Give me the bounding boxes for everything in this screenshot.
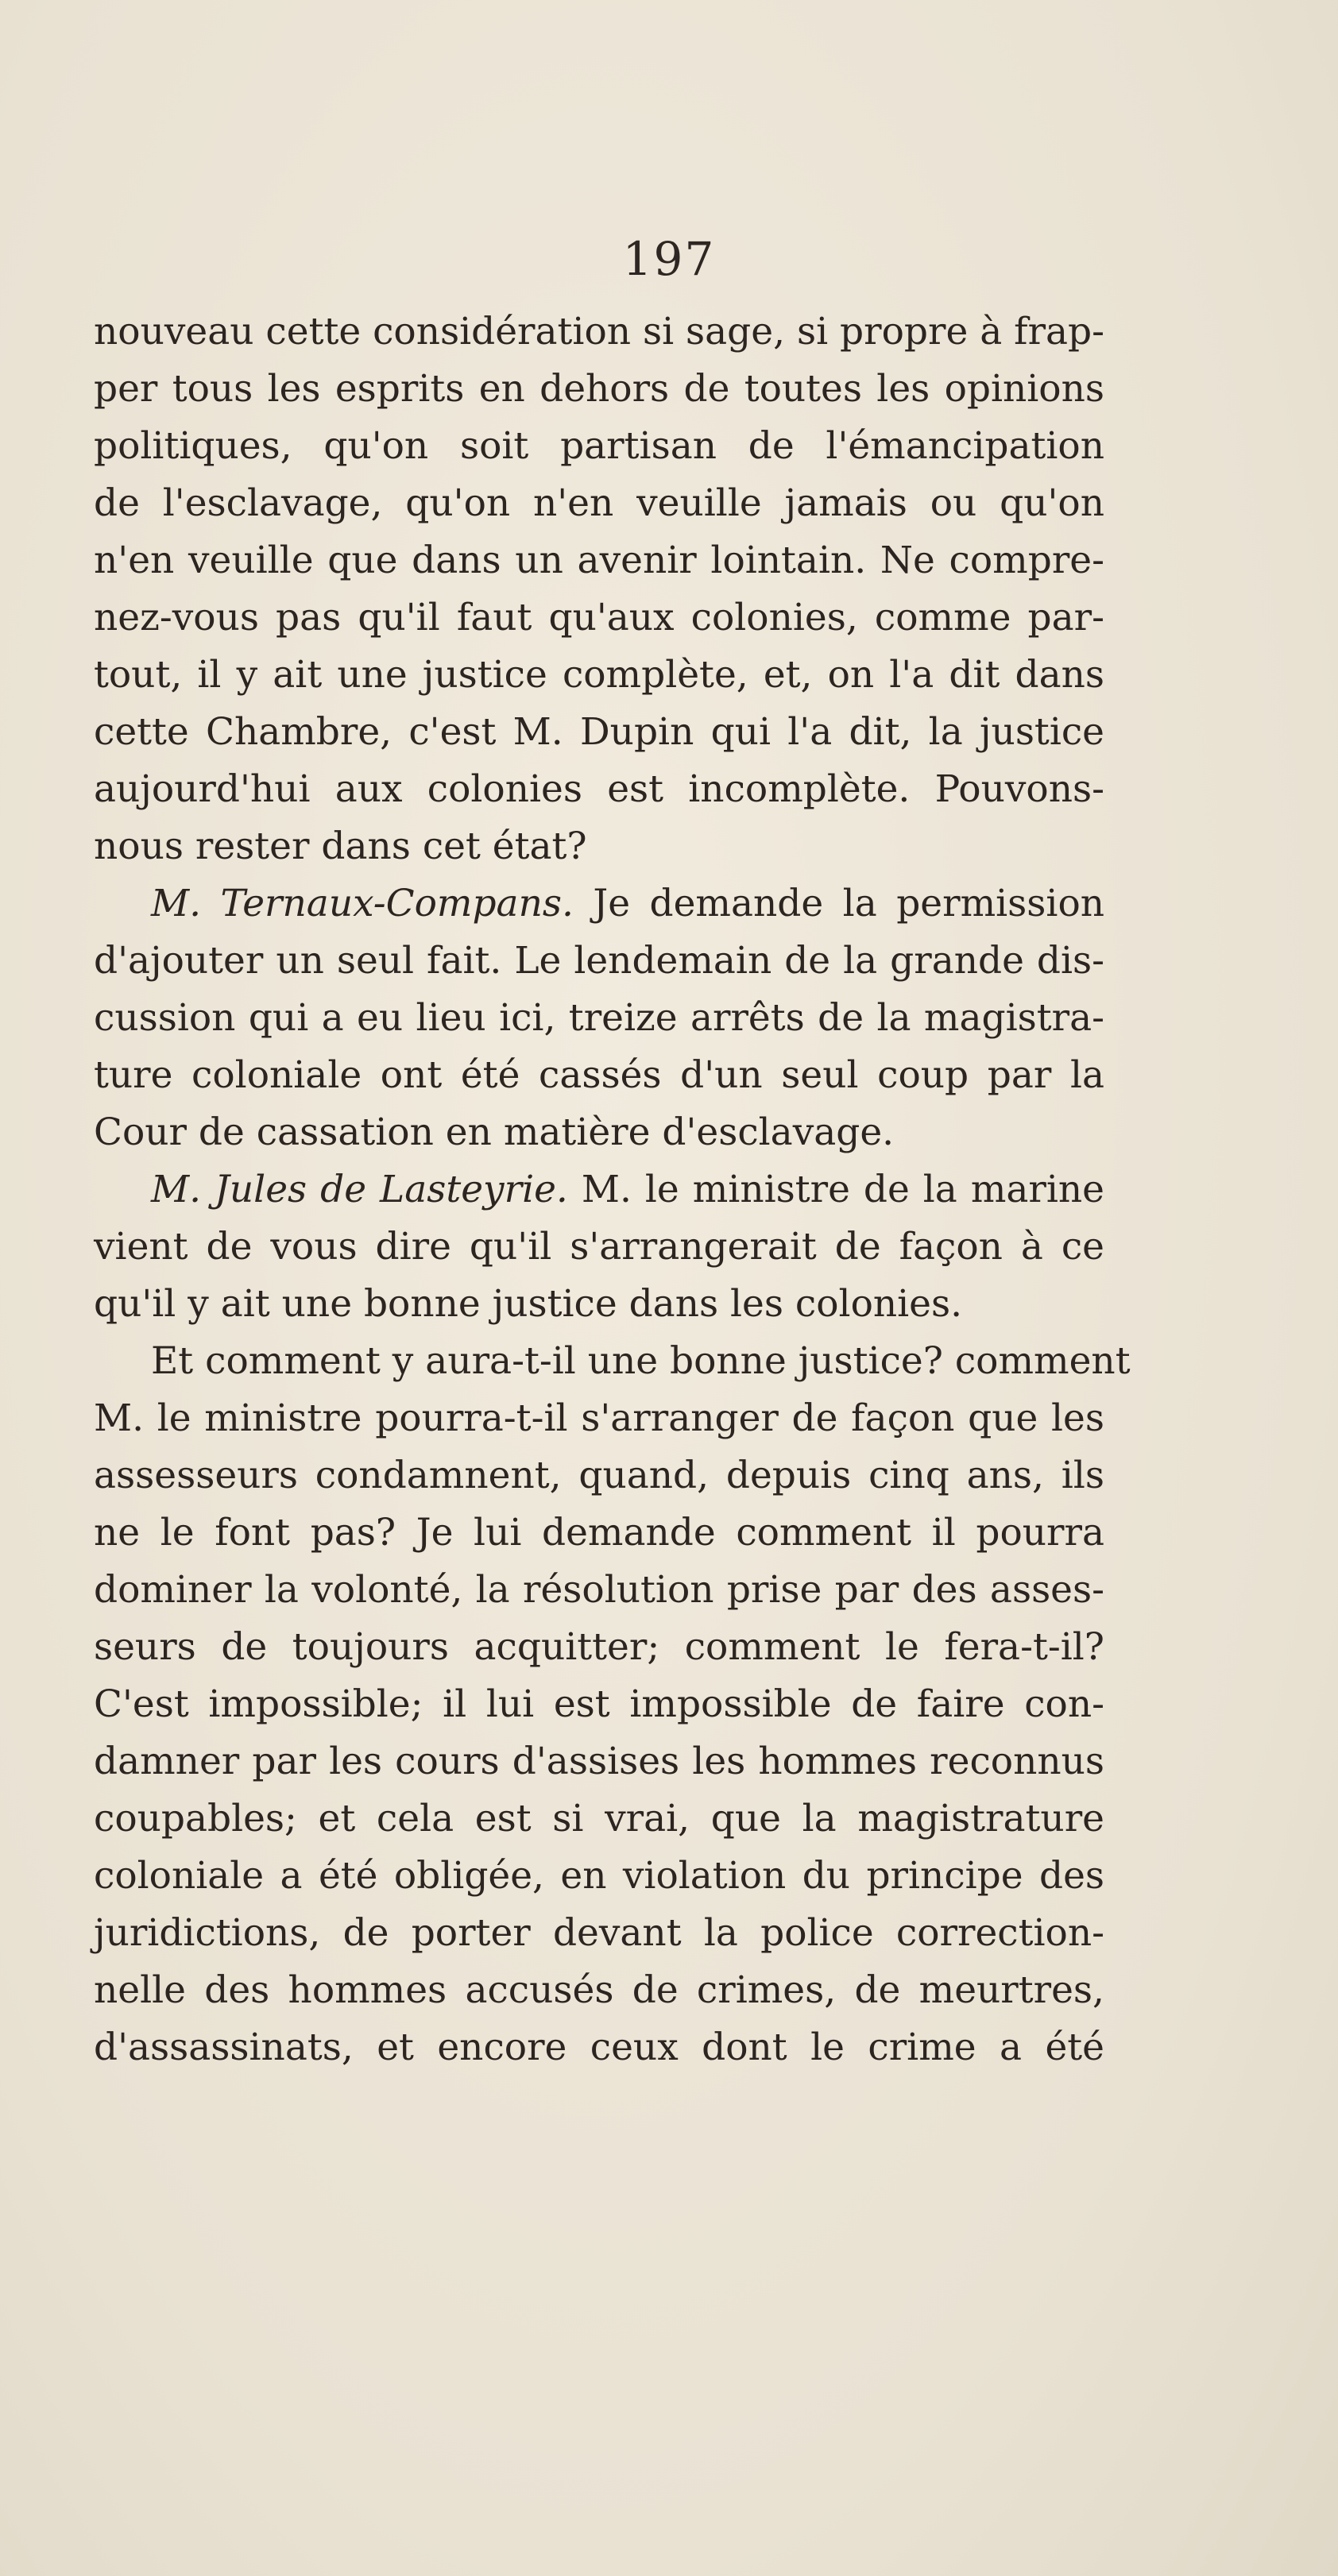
text-line: juridictions, de porter devant la police correction- <box>94 1911 1104 1955</box>
text-line: coloniale a été obligée, en violation du principe des <box>94 1854 1104 1898</box>
speaker-name: M. Jules de Lasteyrie. <box>151 1168 568 1211</box>
text-line: n'en veuille que dans un avenir lointain. Ne compre- <box>94 539 1104 582</box>
text-line: Cour de cassation en matière d'esclavage. <box>94 1110 895 1154</box>
text-line: Et comment y aura-t-il une bonne justice? comment <box>151 1339 1131 1383</box>
text-line: nous rester dans cet état? <box>94 825 587 868</box>
text-line: politiques, qu'on soit partisan de l'émancipation <box>94 424 1104 468</box>
text-line: d'assassinats, et encore ceux dont le crime a été <box>94 2026 1104 2069</box>
text-line: ne le font pas? Je lui demande comment il pourra <box>94 1511 1104 1554</box>
body-text <box>94 303 1131 2076</box>
text-line: cussion qui a eu lieu ici, treize arrêts de la magistra- <box>94 996 1104 1040</box>
speech-text: M. le ministre de la marine <box>567 1168 1104 1211</box>
text-line: ture coloniale ont été cassés d'un seul coup par la <box>94 1053 1104 1097</box>
text-line: d'ajouter un seul fait. Le lendemain de la grande dis- <box>94 939 1104 983</box>
speaker-name: M. Ternaux-Compans. <box>151 882 574 925</box>
text-line: vient de vous dire qu'il s'arrangerait de façon à ce <box>94 1225 1104 1269</box>
speech-text: Je demande la permission <box>573 882 1105 925</box>
text-line: nez-vous pas qu'il faut qu'aux colonies, comme par- <box>94 596 1104 639</box>
text-line: tout, il y ait une justice complète, et, on l'a dit dans <box>94 653 1104 697</box>
text-line <box>94 875 1104 933</box>
text-line: C'est impossible; il lui est impossible de faire con- <box>94 1682 1104 1726</box>
text-line: dominer la volonté, la résolution prise par des asses- <box>94 1568 1104 1612</box>
page-number: 197 <box>622 232 716 286</box>
text-line: aujourd'hui aux colonies est incomplète. Pouvons- <box>94 767 1104 811</box>
text-line: nelle des hommes accusés de crimes, de meurtres, <box>94 1968 1104 2012</box>
text-line: assesseurs condamnent, quand, depuis cinq ans, ils <box>94 1454 1104 1497</box>
text-line: de l'esclavage, qu'on n'en veuille jamais ou qu'on <box>94 481 1104 525</box>
text-line <box>94 1161 1104 1218</box>
text-line: coupables; et cela est si vrai, que la magistrature <box>94 1797 1104 1840</box>
text-line: cette Chambre, c'est M. Dupin qui l'a dit, la justice <box>94 710 1104 754</box>
text-line: M. le ministre pourra-t-il s'arranger de façon que les <box>94 1396 1104 1440</box>
text-line: qu'il y ait une bonne justice dans les colonies. <box>94 1282 963 1326</box>
text-line: damner par les cours d'assises les hommes reconnus <box>94 1740 1104 1783</box>
text-line: seurs de toujours acquitter; comment le fera-t-il? <box>94 1625 1104 1669</box>
text-line: nouveau cette considération si sage, si propre à frap- <box>94 310 1105 353</box>
text-line: per tous les esprits en dehors de toutes les opinions <box>94 367 1104 411</box>
